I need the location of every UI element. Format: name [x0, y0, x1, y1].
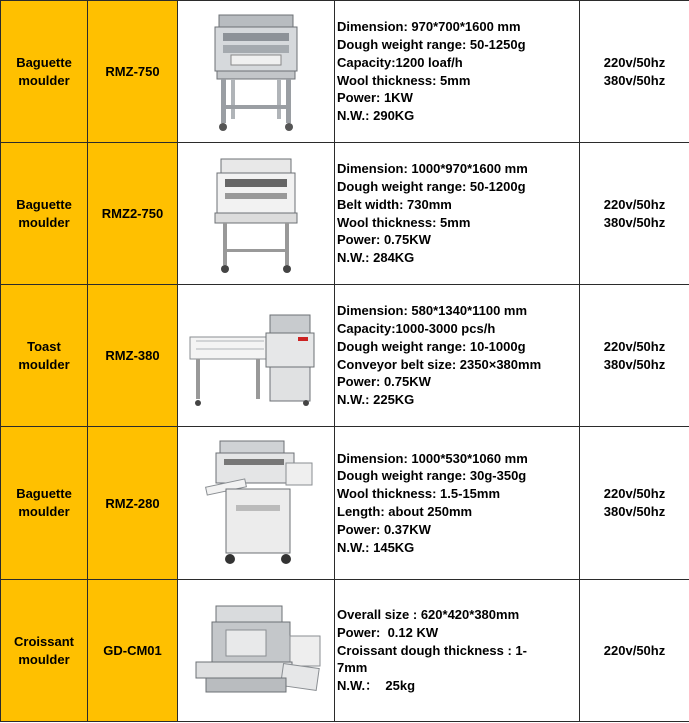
spec-line: Dough weight range: 50-1200g	[337, 178, 526, 194]
specs-cell	[335, 285, 580, 427]
voltage-line: 220v/50hz	[603, 642, 666, 658]
voltage-line: 220v/50hz	[603, 54, 666, 70]
spec-line: Wool thickness: 5mm	[337, 214, 471, 230]
specs-cell	[335, 427, 580, 580]
voltage-cell	[580, 1, 689, 143]
product-name-line: moulder	[18, 356, 70, 372]
croissant-moulder-machine-icon	[186, 596, 326, 706]
spec-line: N.W.: 290KG	[337, 108, 415, 124]
spec-line: Dough weight range: 30g-350g	[337, 468, 527, 484]
product-name-cell	[1, 285, 88, 427]
table-row	[1, 1, 689, 143]
baguette-moulder-machine-icon	[201, 7, 311, 137]
voltage-cell	[580, 580, 689, 722]
spec-line: Conveyor belt size: 2350×380mm	[337, 356, 542, 372]
spec-line: N.W.: 225KG	[337, 392, 415, 408]
product-name-line: moulder	[18, 72, 70, 88]
spec-line: Dimension: 1000*530*1060 mm	[337, 450, 528, 466]
spec-line: Dough weight range: 50-1250g	[337, 36, 526, 52]
table-row	[1, 285, 689, 427]
product-name-line: Baguette	[16, 486, 72, 501]
voltage-line: 220v/50hz	[603, 486, 666, 501]
product-name-cell	[1, 427, 88, 580]
specs-cell	[335, 143, 580, 285]
spec-line: Capacity:1200 loaf/h	[337, 54, 463, 70]
voltage-line: 220v/50hz	[603, 338, 666, 354]
toast-moulder-machine-icon	[186, 301, 326, 411]
spec-line: N.W.: 284KG	[337, 250, 415, 266]
table-row	[1, 580, 689, 722]
spec-line: Overall size : 620*420*380mm	[337, 607, 520, 622]
product-name-cell	[1, 143, 88, 285]
spec-line: Power: 0.12 KW	[337, 624, 439, 640]
product-image-cell	[178, 580, 335, 722]
product-name-line: moulder	[18, 214, 70, 230]
product-image-cell	[178, 285, 335, 427]
spec-line: Croissant dough thickness : 1-	[337, 642, 527, 658]
voltage-line: 380v/50hz	[603, 214, 666, 230]
model-cell: GD-CM01	[88, 580, 178, 722]
spec-line: Wool thickness: 5mm	[337, 72, 471, 88]
spec-line: Power: 1KW	[337, 90, 413, 106]
voltage-line: 220v/50hz	[603, 196, 666, 212]
product-name-line: Baguette	[16, 196, 72, 212]
voltage-cell	[580, 143, 689, 285]
spec-line: Wool thickness: 1.5-15mm	[337, 486, 501, 502]
model-cell: RMZ-750	[88, 1, 178, 143]
spec-line: Capacity:1000-3000 pcs/h	[337, 320, 496, 336]
spec-line: Power: 0.75KW	[337, 374, 431, 390]
table-row	[1, 143, 689, 285]
spec-line: Belt width: 730mm	[337, 196, 452, 212]
voltage-line: 380v/50hz	[603, 72, 666, 88]
product-name-line: Croissant	[14, 633, 74, 649]
model-cell: RMZ2-750	[88, 143, 178, 285]
model-cell: RMZ-380	[88, 285, 178, 427]
spec-line: 7mm	[337, 660, 368, 676]
spec-line: N.W.： 25kg	[337, 678, 416, 694]
spec-line: Dimension: 1000*970*1600 mm	[337, 161, 528, 177]
voltage-line: 380v/50hz	[603, 356, 666, 372]
voltage-line: 380v/50hz	[603, 504, 666, 519]
baguette-moulder-machine-icon	[196, 433, 316, 573]
product-name-line: moulder	[18, 651, 70, 667]
product-name-cell	[1, 1, 88, 143]
baguette-moulder-machine-icon	[201, 149, 311, 279]
specs-cell	[335, 580, 580, 722]
voltage-cell	[580, 427, 689, 580]
table-row	[1, 427, 689, 580]
product-name-line: moulder	[18, 504, 70, 519]
product-name-line: Toast	[27, 338, 61, 354]
model-cell: RMZ-280	[88, 427, 178, 580]
product-image-cell	[178, 143, 335, 285]
voltage-cell	[580, 285, 689, 427]
spec-line: Power: 0.37KW	[337, 521, 431, 537]
product-image-cell	[178, 427, 335, 580]
specs-cell	[335, 1, 580, 143]
spec-line: N.W.: 145KG	[337, 539, 415, 555]
product-image-cell	[178, 1, 335, 143]
spec-line: Dimension: 970*700*1600 mm	[337, 19, 521, 35]
product-name-line: Baguette	[16, 54, 72, 70]
spec-line: Dimension: 580*1340*1100 mm	[337, 303, 528, 319]
product-name-cell	[1, 580, 88, 722]
spec-line: Dough weight range: 10-1000g	[337, 338, 526, 354]
spec-line: Length: about 250mm	[337, 504, 473, 519]
spec-line: Power: 0.75KW	[337, 232, 431, 248]
